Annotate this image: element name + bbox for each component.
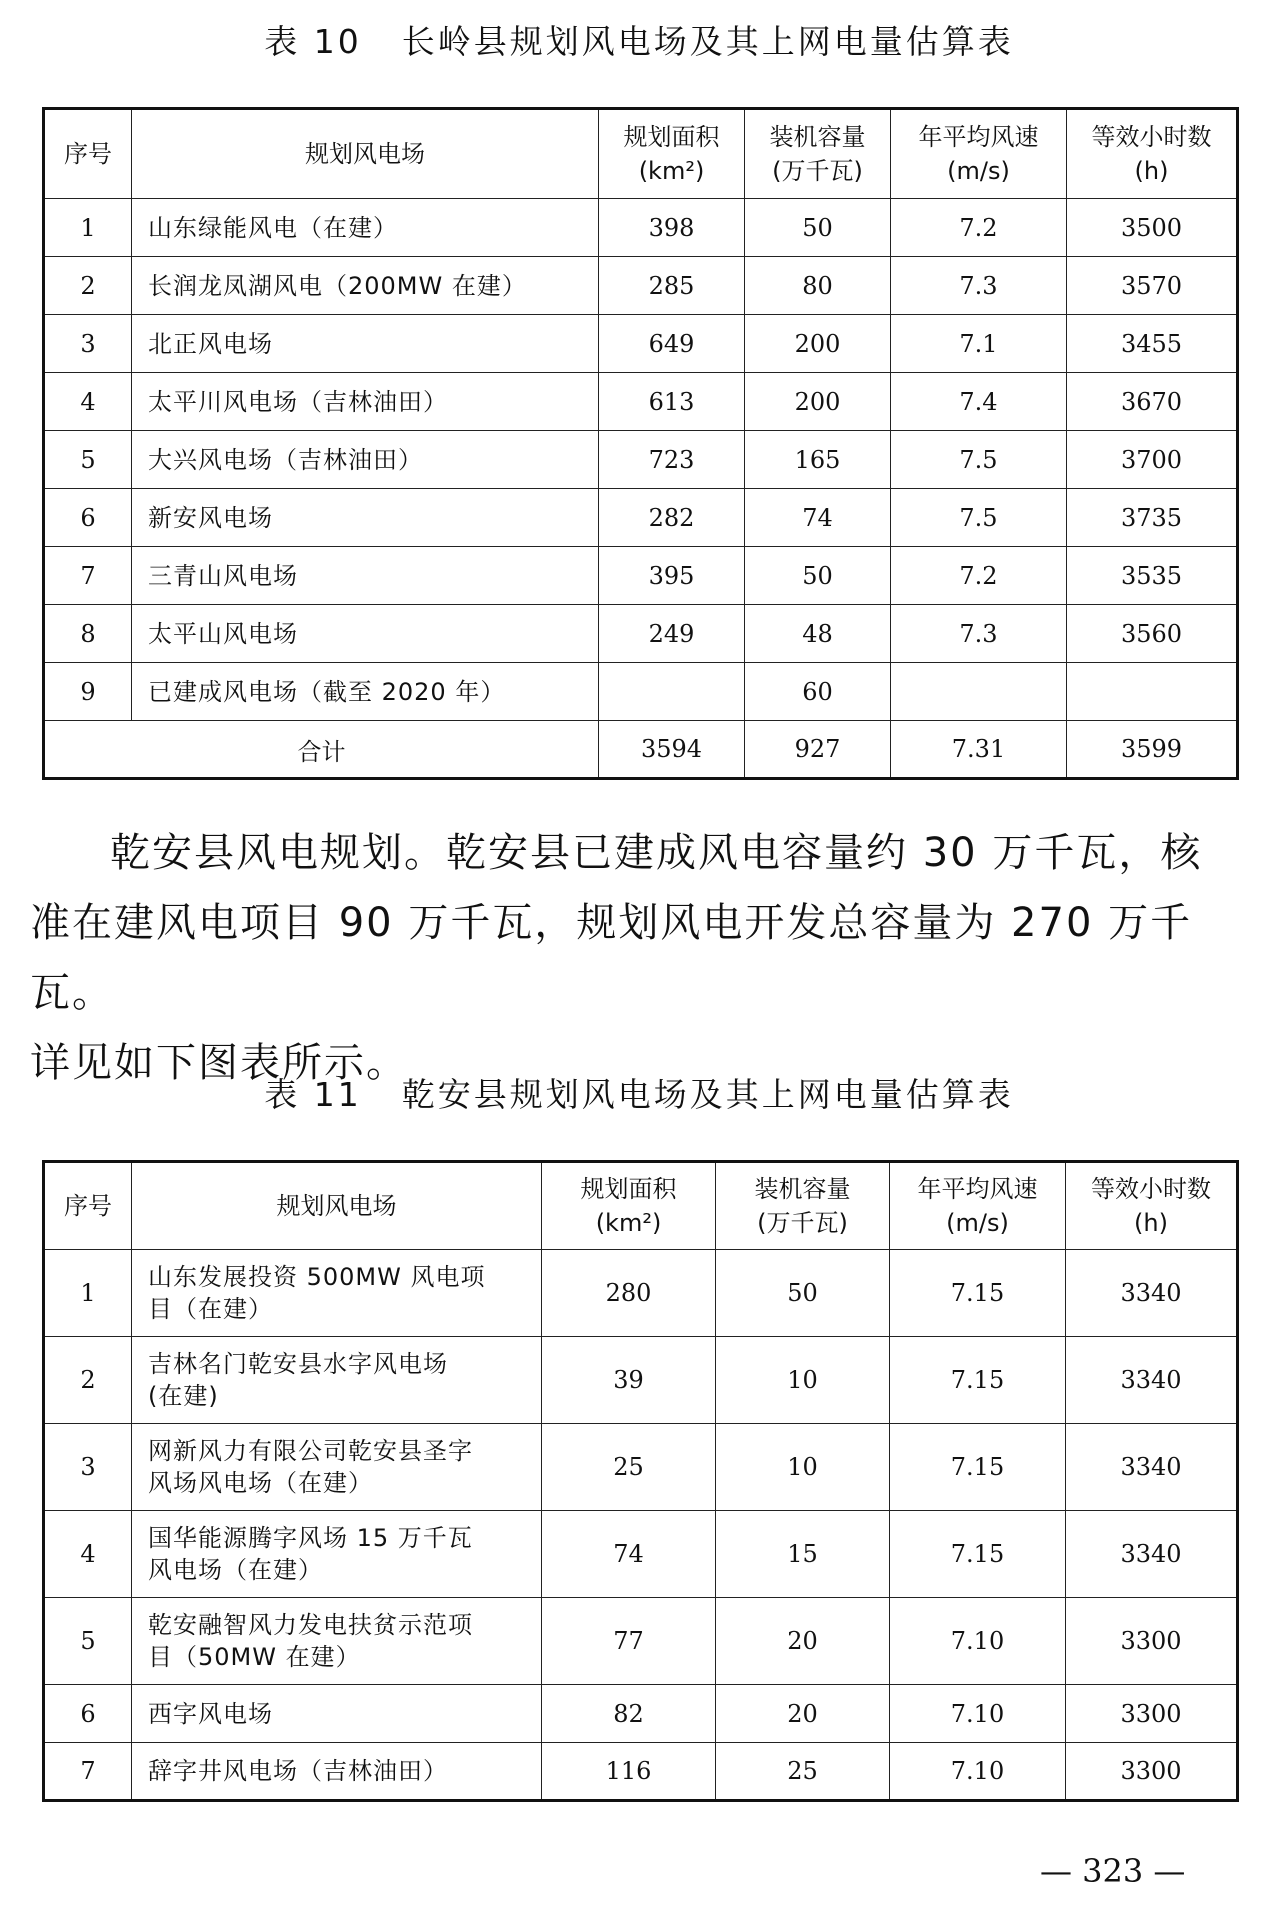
cell-seq: 2 [44,1337,132,1424]
cell-hours [1067,663,1238,721]
cell-seq: 7 [44,1743,132,1801]
header-area [542,1162,716,1250]
table11-header-row [44,1162,1238,1250]
table-row [44,547,1238,605]
cell-hours: 3455 [1067,315,1238,373]
cell-speed: 7.2 [891,547,1067,605]
cell-speed: 7.2 [891,199,1067,257]
cell-seq: 4 [44,1511,132,1598]
header-speed-label: 年平均风速 [917,1175,1038,1203]
header-area-label: 规划面积 [623,123,720,151]
cell-speed: 7.10 [890,1743,1066,1801]
cell-capacity: 165 [745,431,891,489]
table-row [44,257,1238,315]
table-row [44,1685,1238,1743]
header-speed-unit: (m/s) [946,1209,1009,1237]
cell-seq: 8 [44,605,132,663]
cell-name-line-2: 风电场（在建） [148,1556,323,1584]
cell-hours: 3300 [1066,1685,1238,1743]
total-capacity: 927 [745,721,891,779]
cell-seq: 1 [44,1250,132,1337]
paragraph-line-1: 乾安县风电规划。乾安县已建成风电容量约 30 万千瓦，核 [110,830,1203,876]
cell-hours: 3670 [1067,373,1238,431]
cell-area: 249 [599,605,745,663]
cell-name [132,1337,542,1424]
cell-name: 太平川风电场（吉林油田） [132,373,599,431]
cell-hours: 3570 [1067,257,1238,315]
cell-capacity: 20 [716,1685,890,1743]
header-capacity-label: 装机容量 [754,1175,851,1203]
table-row [44,1511,1238,1598]
header-area-unit: (km²) [595,1209,662,1237]
header-capacity-label: 装机容量 [769,123,866,151]
header-capacity [716,1162,890,1250]
cell-name: 长润龙凤湖风电（200MW 在建） [132,257,599,315]
cell-speed: 7.15 [890,1424,1066,1511]
cell-name-line-1: 吉林名门乾安县水字风电场 [148,1350,448,1378]
cell-seq: 3 [44,1424,132,1511]
table-row [44,1598,1238,1685]
header-hours [1066,1162,1238,1250]
total-speed: 7.31 [891,721,1067,779]
cell-area: 723 [599,431,745,489]
header-seq: 序号 [44,109,132,199]
cell-name [132,1250,542,1337]
cell-area: 82 [542,1685,716,1743]
header-seq: 序号 [44,1162,132,1250]
cell-area: 395 [599,547,745,605]
header-name: 规划风电场 [132,1162,542,1250]
cell-area: 25 [542,1424,716,1511]
cell-name-line-1: 乾安融智风力发电扶贫示范项 [148,1611,473,1639]
cell-name: 北正风电场 [132,315,599,373]
cell-name-line-1: 山东发展投资 500MW 风电项 [148,1263,486,1291]
cell-capacity: 48 [745,605,891,663]
cell-area: 280 [542,1250,716,1337]
table10-caption-number: 表 10 [264,22,362,61]
cell-speed: 7.5 [891,431,1067,489]
cell-speed [891,663,1067,721]
cell-hours: 3560 [1067,605,1238,663]
cell-capacity: 15 [716,1511,890,1598]
table10 [42,107,1239,780]
header-hours-label: 等效小时数 [1091,1175,1211,1203]
cell-area: 649 [599,315,745,373]
cell-speed: 7.10 [890,1685,1066,1743]
cell-speed: 7.4 [891,373,1067,431]
cell-capacity: 20 [716,1598,890,1685]
table11-caption-title: 乾安县规划风电场及其上网电量估算表 [401,1075,1014,1114]
page-number: — 323 — [1040,1852,1186,1890]
cell-speed: 7.3 [891,605,1067,663]
table-row [44,373,1238,431]
cell-seq: 6 [44,1685,132,1743]
cell-area [599,663,745,721]
table11 [42,1160,1239,1802]
table-row [44,1743,1238,1801]
cell-hours: 3535 [1067,547,1238,605]
cell-hours: 3735 [1067,489,1238,547]
cell-capacity: 10 [716,1337,890,1424]
table-row [44,1337,1238,1424]
table-row [44,1424,1238,1511]
cell-seq: 1 [44,199,132,257]
cell-name [132,1598,542,1685]
cell-hours: 3500 [1067,199,1238,257]
cell-area: 39 [542,1337,716,1424]
cell-name [132,1424,542,1511]
header-area-label: 规划面积 [580,1175,677,1203]
cell-hours: 3340 [1066,1511,1238,1598]
cell-capacity: 200 [745,373,891,431]
cell-capacity: 80 [745,257,891,315]
cell-area: 282 [599,489,745,547]
cell-name: 大兴风电场（吉林油田） [132,431,599,489]
table11-caption [0,1075,1278,1115]
cell-name: 太平山风电场 [132,605,599,663]
header-hours-unit: (h) [1134,1209,1168,1237]
header-hours-unit: (h) [1134,157,1169,185]
cell-seq: 5 [44,1598,132,1685]
cell-seq: 4 [44,373,132,431]
total-area: 3594 [599,721,745,779]
header-capacity [745,109,891,199]
cell-speed: 7.1 [891,315,1067,373]
table10-caption [0,22,1278,62]
header-area [599,109,745,199]
header-capacity-unit: (万千瓦) [772,157,863,185]
cell-seq: 2 [44,257,132,315]
cell-area: 398 [599,199,745,257]
cell-capacity: 50 [716,1250,890,1337]
cell-area: 77 [542,1598,716,1685]
table-row [44,431,1238,489]
header-speed-label: 年平均风速 [918,123,1039,151]
cell-hours: 3300 [1066,1743,1238,1801]
cell-speed: 7.10 [890,1598,1066,1685]
table-row [44,315,1238,373]
cell-capacity: 200 [745,315,891,373]
cell-hours: 3300 [1066,1598,1238,1685]
cell-name-line-2: 目（在建） [148,1295,273,1323]
cell-area: 613 [599,373,745,431]
header-capacity-unit: (万千瓦) [757,1209,848,1237]
cell-area: 285 [599,257,745,315]
cell-name-line-2: 目（50MW 在建） [148,1643,361,1671]
cell-name: 西字风电场 [132,1685,542,1743]
cell-seq: 7 [44,547,132,605]
header-area-unit: (km²) [638,157,705,185]
cell-seq: 6 [44,489,132,547]
cell-area: 116 [542,1743,716,1801]
cell-hours: 3700 [1067,431,1238,489]
cell-capacity: 50 [745,199,891,257]
total-label: 合计 [44,721,599,779]
table11-caption-number: 表 11 [264,1075,362,1114]
cell-hours: 3340 [1066,1337,1238,1424]
header-hours [1067,109,1238,199]
table10-header-row [44,109,1238,199]
cell-area: 74 [542,1511,716,1598]
table-row [44,663,1238,721]
table-row [44,605,1238,663]
header-name: 规划风电场 [132,109,599,199]
cell-seq: 9 [44,663,132,721]
cell-speed: 7.15 [890,1511,1066,1598]
cell-name: 已建成风电场（截至 2020 年） [132,663,599,721]
cell-name: 新安风电场 [132,489,599,547]
cell-name-line-2: 风场风电场（在建） [148,1469,373,1497]
header-hours-label: 等效小时数 [1091,123,1212,151]
total-hours: 3599 [1067,721,1238,779]
cell-hours: 3340 [1066,1424,1238,1511]
table-row [44,199,1238,257]
header-speed [890,1162,1066,1250]
paragraph-line-3: 详见如下图表所示。 [30,1040,408,1086]
header-speed-unit: (m/s) [947,157,1010,185]
cell-capacity: 60 [745,663,891,721]
table10-total-row [44,721,1238,779]
table-row [44,1250,1238,1337]
cell-speed: 7.5 [891,489,1067,547]
cell-name: 三青山风电场 [132,547,599,605]
cell-speed: 7.15 [890,1250,1066,1337]
body-paragraph [30,818,1250,1098]
cell-name-line-2: (在建) [148,1382,219,1410]
cell-speed: 7.3 [891,257,1067,315]
cell-capacity: 74 [745,489,891,547]
cell-name-line-1: 国华能源腾字风场 15 万千瓦 [148,1524,473,1552]
cell-capacity: 10 [716,1424,890,1511]
cell-seq: 3 [44,315,132,373]
cell-name [132,1511,542,1598]
header-speed [891,109,1067,199]
cell-speed: 7.15 [890,1337,1066,1424]
paragraph-line-2: 准在建风电项目 90 万千瓦，规划风电开发总容量为 270 万千瓦。 [30,900,1193,1016]
table-row [44,489,1238,547]
cell-hours: 3340 [1066,1250,1238,1337]
cell-name-line-1: 网新风力有限公司乾安县圣字 [148,1437,473,1465]
cell-capacity: 50 [745,547,891,605]
table10-caption-title: 长岭县规划风电场及其上网电量估算表 [401,22,1014,61]
cell-name: 山东绿能风电（在建） [132,199,599,257]
cell-seq: 5 [44,431,132,489]
cell-capacity: 25 [716,1743,890,1801]
cell-name: 辞字井风电场（吉林油田） [132,1743,542,1801]
